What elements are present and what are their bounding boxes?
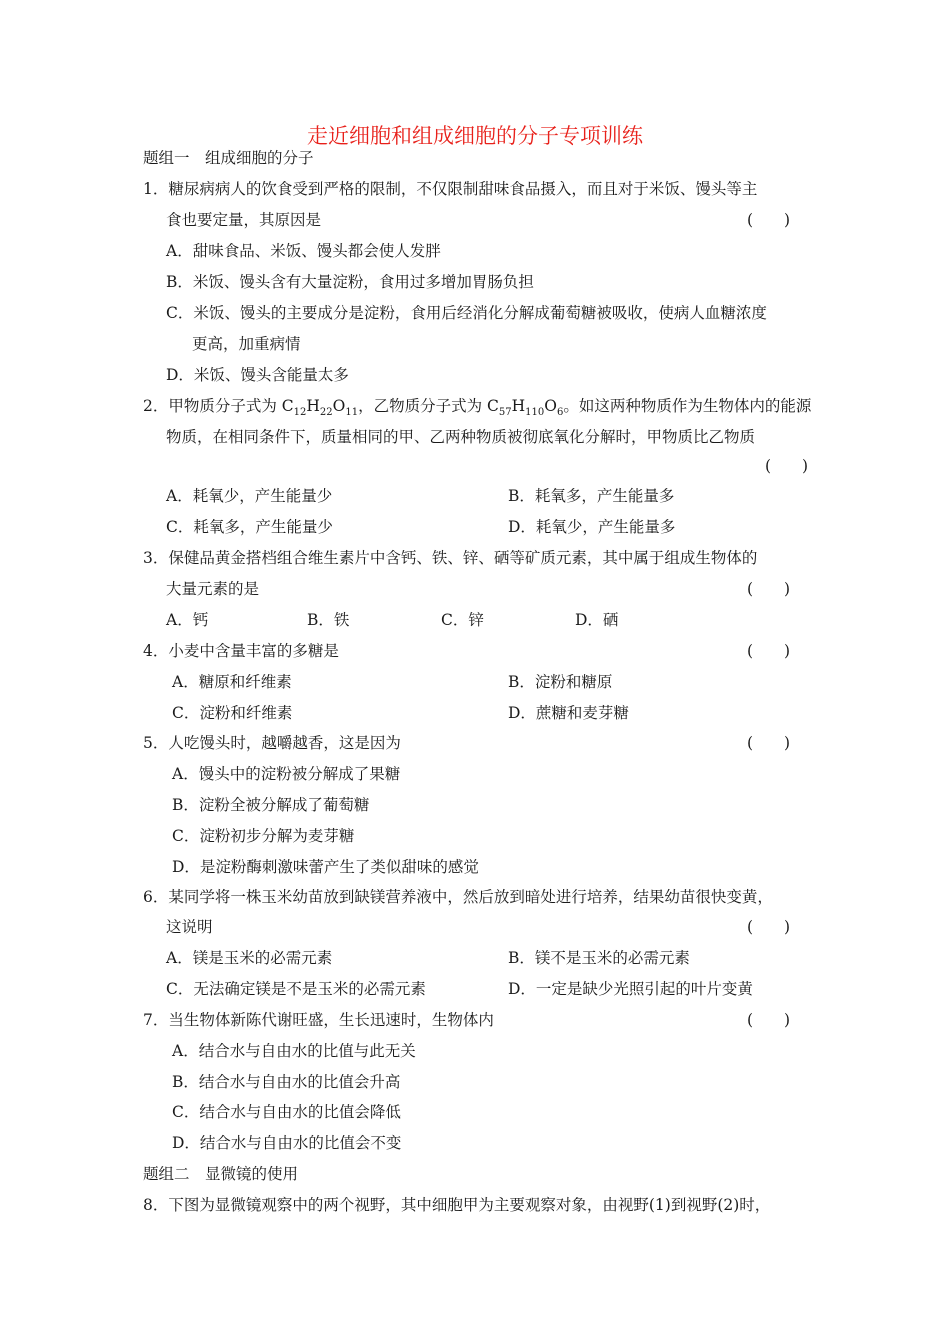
question-5-option-a: A．馒头中的淀粉被分解成了果糖 [172,765,401,783]
answer-blank-5: ( ) [747,734,791,752]
question-5-option-c: C．淀粉初步分解为麦芽糖 [172,827,355,845]
question-4-line-1: 4．小麦中含量丰富的多糖是 [143,642,339,660]
question-4-option-b: B．淀粉和糖原 [508,673,613,691]
question-1-option-c-cont: 更高，加重病情 [192,335,301,353]
question-3-option-b: B．铁 [307,611,350,629]
answer-blank-7: ( ) [747,1011,791,1029]
question-5-option-d: D．是淀粉酶刺激味蕾产生了类似甜味的感觉 [172,858,479,876]
question-7-option-b: B．结合水与自由水的比值会升高 [172,1073,401,1091]
answer-blank-6: ( ) [747,918,791,936]
question-6-line-2: 这说明 [166,918,213,936]
question-1-option-d: D．米饭、馒头含能量太多 [166,366,349,384]
question-2-option-d: D．耗氧少，产生能量多 [508,518,676,536]
section-heading-group1: 题组一 组成细胞的分子 [143,149,314,167]
answer-blank-3: ( ) [747,580,791,598]
question-1-line-1: 1．糖尿病病人的饮食受到严格的限制，不仅限制甜味食品摄入，而且对于米饭、馒头等主 [143,180,758,198]
question-1-option-b: B．米饭、馒头含有大量淀粉，食用过多增加胃肠负担 [166,273,534,291]
question-2-option-b: B．耗氧多，产生能量多 [508,487,675,505]
question-7-option-c: C．结合水与自由水的比值会降低 [172,1103,401,1121]
question-7-line-1: 7．当生物体新陈代谢旺盛，生长迅速时，生物体内 [143,1011,494,1029]
question-6-option-b: B．镁不是玉米的必需元素 [508,949,690,967]
question-6-option-d: D．一定是缺少光照引起的叶片变黄 [508,980,753,998]
question-3-line-2: 大量元素的是 [166,580,260,598]
question-7-option-a: A．结合水与自由水的比值与此无关 [172,1042,416,1060]
question-1-line-2: 食也要定量，其原因是 [166,211,322,229]
question-5-option-b: B．淀粉全被分解成了葡萄糖 [172,796,370,814]
answer-blank-4: ( ) [747,642,791,660]
question-3-option-c: C．锌 [441,611,484,629]
question-6-line-1: 6．某同学将一株玉米幼苗放到缺镁营养液中，然后放到暗处进行培养，结果幼苗很快变黄， [143,888,773,906]
question-8-line-1: 8．下图为显微镜观察中的两个视野，其中细胞甲为主要观察对象，由视野(1)到视野(2)时， [143,1196,771,1214]
question-1-option-a: A．甜味食品、米饭、馒头都会使人发胖 [166,242,441,260]
question-4-option-d: D．蔗糖和麦芽糖 [508,704,629,722]
question-4-option-a: A．糖原和纤维素 [172,673,292,691]
answer-blank-1: ( ) [747,211,791,229]
section-heading-group2: 题组二 显微镜的使用 [143,1165,299,1183]
answer-blank-2: ( ) [765,457,809,475]
question-6-option-a: A．镁是玉米的必需元素 [166,949,333,967]
question-3-line-1: 3．保健品黄金搭档组合维生素片中含钙、铁、锌、硒等矿质元素，其中属于组成生物体的 [143,549,758,567]
question-7-option-d: D．结合水与自由水的比值会不变 [172,1134,402,1152]
question-2-option-a: A．耗氧少，产生能量少 [166,487,333,505]
question-2-line-1: 2．甲物质分子式为 $C_{12}H_{22}O_{11}$，乙物质分子式为 $C_{57}H_{110}O_6$。如这两种物质作为生物体内的能源 [143,397,812,419]
question-4-option-c: C．淀粉和纤维素 [172,704,293,722]
question-2-option-c: C．耗氧多，产生能量少 [166,518,333,536]
question-3-option-d: D．硒 [575,611,619,629]
page-title: 走近细胞和组成细胞的分子专项训练 [307,124,643,148]
question-1-option-c: C．米饭、馒头的主要成分是淀粉，食用后经消化分解成葡萄糖被吸收，使病人血糖浓度 [166,304,767,322]
question-6-option-c: C．无法确定镁是不是玉米的必需元素 [166,980,426,998]
question-2-line-2: 物质，在相同条件下，质量相同的甲、乙两种物质被彻底氧化分解时，甲物质比乙物质 [166,428,756,446]
question-5-line-1: 5．人吃馒头时，越嚼越香，这是因为 [143,734,401,752]
question-3-option-a: A．钙 [166,611,209,629]
